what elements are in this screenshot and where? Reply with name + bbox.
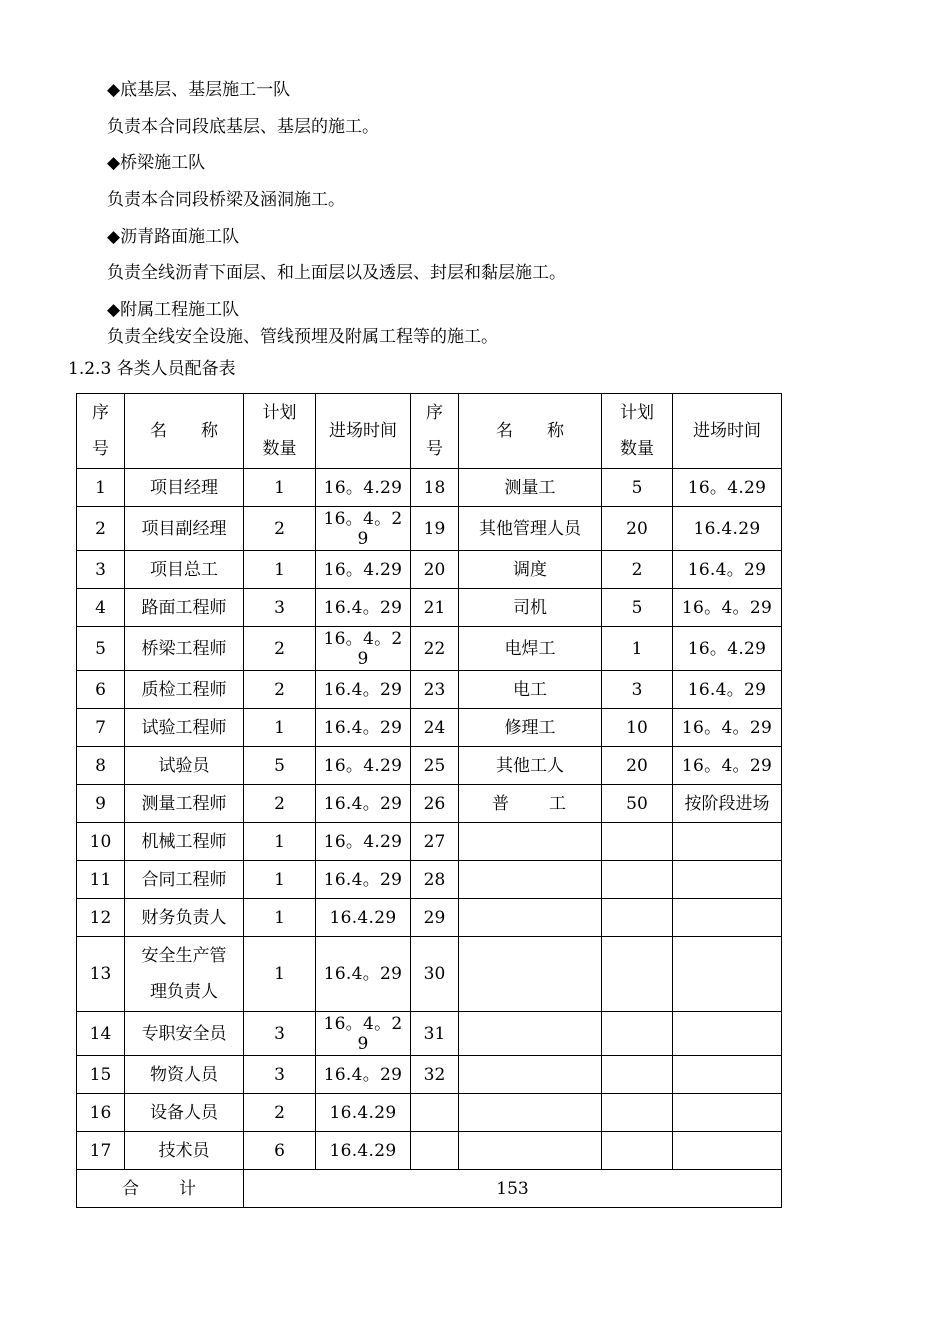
row-no: 31 bbox=[411, 1012, 459, 1056]
row-no: 7 bbox=[77, 709, 125, 747]
row-name: 物资人员 bbox=[125, 1056, 244, 1094]
row-qty: 3 bbox=[602, 671, 673, 709]
row-date: 16。4。29 bbox=[673, 589, 782, 627]
table-row bbox=[77, 823, 782, 861]
row-name: 质检工程师 bbox=[125, 671, 244, 709]
table-row bbox=[77, 785, 782, 823]
row-no: 6 bbox=[77, 671, 125, 709]
row-date: 16.4.29 bbox=[673, 507, 782, 551]
row-no: 24 bbox=[411, 709, 459, 747]
row-no: 22 bbox=[411, 627, 459, 671]
row-no: 32 bbox=[411, 1056, 459, 1094]
row-no: 5 bbox=[77, 627, 125, 671]
row-qty: 3 bbox=[244, 1056, 316, 1094]
row-qty bbox=[602, 1094, 673, 1132]
header-no: 序 号 bbox=[411, 394, 459, 469]
row-date bbox=[673, 1012, 782, 1056]
row-date: 16。4.29 bbox=[673, 469, 782, 507]
row-name: 机械工程师 bbox=[125, 823, 244, 861]
row-no bbox=[411, 1094, 459, 1132]
row-no: 2 bbox=[77, 507, 125, 551]
row-qty: 20 bbox=[602, 507, 673, 551]
row-date bbox=[673, 861, 782, 899]
row-qty: 6 bbox=[244, 1132, 316, 1170]
row-name: 修理工 bbox=[459, 709, 602, 747]
row-no: 18 bbox=[411, 469, 459, 507]
row-name: 调度 bbox=[459, 551, 602, 589]
row-date: 16.4。29 bbox=[316, 709, 411, 747]
row-name: 试验工程师 bbox=[125, 709, 244, 747]
table-row bbox=[77, 551, 782, 589]
row-date: 16。4.29 bbox=[673, 627, 782, 671]
row-name: 普 工 bbox=[459, 785, 602, 823]
row-qty: 2 bbox=[602, 551, 673, 589]
row-date: 16.4。29 bbox=[316, 937, 411, 1012]
row-qty: 1 bbox=[244, 937, 316, 1012]
row-qty: 20 bbox=[602, 747, 673, 785]
row-name: 项目经理 bbox=[125, 469, 244, 507]
row-name: 路面工程师 bbox=[125, 589, 244, 627]
team-heading-asphalt: ◆沥青路面施工队 bbox=[107, 227, 240, 247]
row-name: 技术员 bbox=[125, 1132, 244, 1170]
team-heading-ancillary: ◆附属工程施工队 bbox=[107, 300, 240, 320]
row-no: 16 bbox=[77, 1094, 125, 1132]
row-name: 合同工程师 bbox=[125, 861, 244, 899]
row-name bbox=[459, 1132, 602, 1170]
row-qty: 2 bbox=[244, 671, 316, 709]
team-heading-base: ◆底基层、基层施工一队 bbox=[107, 80, 291, 100]
table-row bbox=[77, 861, 782, 899]
row-name: 其他工人 bbox=[459, 747, 602, 785]
row-date: 16.4。29 bbox=[316, 785, 411, 823]
row-no: 14 bbox=[77, 1012, 125, 1056]
row-qty bbox=[602, 899, 673, 937]
row-date: 16.4。29 bbox=[316, 671, 411, 709]
row-date: 16。4.29 bbox=[316, 469, 411, 507]
table-body bbox=[77, 469, 782, 1170]
table-row bbox=[77, 469, 782, 507]
row-date: 16.4。29 bbox=[673, 671, 782, 709]
row-name: 项目副经理 bbox=[125, 507, 244, 551]
row-name: 财务负责人 bbox=[125, 899, 244, 937]
table-row bbox=[77, 1056, 782, 1094]
staffing-table bbox=[76, 393, 782, 1208]
row-qty: 2 bbox=[244, 507, 316, 551]
row-date: 16.4.29 bbox=[316, 1132, 411, 1170]
row-no: 26 bbox=[411, 785, 459, 823]
row-name bbox=[459, 937, 602, 1012]
header-date: 进场时间 bbox=[673, 394, 782, 469]
team-desc-base: 负责本合同段底基层、基层的施工。 bbox=[107, 117, 379, 137]
row-no: 10 bbox=[77, 823, 125, 861]
row-no: 9 bbox=[77, 785, 125, 823]
row-no: 28 bbox=[411, 861, 459, 899]
row-date: 16.4。29 bbox=[673, 551, 782, 589]
team-heading-bridge: ◆桥梁施工队 bbox=[107, 153, 206, 173]
row-name: 设备人员 bbox=[125, 1094, 244, 1132]
total-row bbox=[77, 1170, 782, 1208]
row-no: 4 bbox=[77, 589, 125, 627]
row-qty: 3 bbox=[244, 1012, 316, 1056]
row-no: 11 bbox=[77, 861, 125, 899]
row-no: 17 bbox=[77, 1132, 125, 1170]
row-name bbox=[459, 899, 602, 937]
row-date: 16.4。29 bbox=[316, 861, 411, 899]
section-title: 1.2.3 各类人员配备表 bbox=[68, 359, 236, 379]
team-desc-bridge: 负责本合同段桥梁及涵洞施工。 bbox=[107, 190, 345, 210]
row-qty bbox=[602, 861, 673, 899]
row-qty: 2 bbox=[244, 785, 316, 823]
header-name: 名 称 bbox=[459, 394, 602, 469]
row-qty: 5 bbox=[602, 589, 673, 627]
table-header-row bbox=[77, 394, 782, 469]
row-no: 27 bbox=[411, 823, 459, 861]
row-name: 专职安全员 bbox=[125, 1012, 244, 1056]
row-date: 16。4。29 bbox=[673, 747, 782, 785]
row-qty: 1 bbox=[244, 823, 316, 861]
team-desc-asphalt: 负责全线沥青下面层、和上面层以及透层、封层和黏层施工。 bbox=[107, 263, 566, 283]
row-date bbox=[673, 1056, 782, 1094]
table-row bbox=[77, 671, 782, 709]
row-no: 29 bbox=[411, 899, 459, 937]
table-row bbox=[77, 589, 782, 627]
row-name: 项目总工 bbox=[125, 551, 244, 589]
header-no: 序 号 bbox=[77, 394, 125, 469]
table-row bbox=[77, 507, 782, 551]
row-name bbox=[459, 861, 602, 899]
row-date: 16。4。2 9 bbox=[316, 507, 411, 551]
row-date: 16.4。29 bbox=[316, 589, 411, 627]
row-qty bbox=[602, 823, 673, 861]
table-row bbox=[77, 1132, 782, 1170]
total-label: 合 计 bbox=[77, 1170, 244, 1208]
row-no: 13 bbox=[77, 937, 125, 1012]
row-name: 测量工 bbox=[459, 469, 602, 507]
row-qty: 5 bbox=[602, 469, 673, 507]
row-name: 安全生产管 理负责人 bbox=[125, 937, 244, 1012]
row-qty: 1 bbox=[244, 551, 316, 589]
row-date: 按阶段进场 bbox=[673, 785, 782, 823]
row-qty bbox=[602, 937, 673, 1012]
table-row bbox=[77, 937, 782, 1012]
row-name: 测量工程师 bbox=[125, 785, 244, 823]
header-name: 名 称 bbox=[125, 394, 244, 469]
table-row bbox=[77, 1094, 782, 1132]
row-name: 试验员 bbox=[125, 747, 244, 785]
row-date: 16。4。2 9 bbox=[316, 627, 411, 671]
row-no: 12 bbox=[77, 899, 125, 937]
table-row bbox=[77, 747, 782, 785]
row-name: 司机 bbox=[459, 589, 602, 627]
table-row bbox=[77, 1012, 782, 1056]
row-date: 16.4.29 bbox=[316, 1094, 411, 1132]
row-name: 电工 bbox=[459, 671, 602, 709]
row-no: 19 bbox=[411, 507, 459, 551]
row-name bbox=[459, 1094, 602, 1132]
row-date: 16.4.29 bbox=[316, 899, 411, 937]
team-desc-ancillary: 负责全线安全设施、管线预埋及附属工程等的施工。 bbox=[107, 327, 498, 347]
row-qty: 1 bbox=[244, 709, 316, 747]
row-no: 1 bbox=[77, 469, 125, 507]
row-no: 21 bbox=[411, 589, 459, 627]
row-no: 8 bbox=[77, 747, 125, 785]
row-no: 3 bbox=[77, 551, 125, 589]
row-no bbox=[411, 1132, 459, 1170]
row-qty: 1 bbox=[244, 861, 316, 899]
header-qty: 计划 数量 bbox=[602, 394, 673, 469]
row-date: 16。4.29 bbox=[316, 551, 411, 589]
row-name bbox=[459, 1012, 602, 1056]
row-date bbox=[673, 937, 782, 1012]
row-qty: 2 bbox=[244, 1094, 316, 1132]
row-no: 30 bbox=[411, 937, 459, 1012]
row-qty bbox=[602, 1012, 673, 1056]
table-row bbox=[77, 899, 782, 937]
total-value: 153 bbox=[244, 1170, 782, 1208]
header-date: 进场时间 bbox=[316, 394, 411, 469]
table-row bbox=[77, 627, 782, 671]
row-name: 电焊工 bbox=[459, 627, 602, 671]
row-name bbox=[459, 1056, 602, 1094]
row-qty: 50 bbox=[602, 785, 673, 823]
row-qty: 1 bbox=[244, 469, 316, 507]
row-no: 20 bbox=[411, 551, 459, 589]
row-qty: 5 bbox=[244, 747, 316, 785]
row-name bbox=[459, 823, 602, 861]
row-name: 其他管理人员 bbox=[459, 507, 602, 551]
row-qty: 2 bbox=[244, 627, 316, 671]
row-qty bbox=[602, 1132, 673, 1170]
table-row bbox=[77, 709, 782, 747]
row-date: 16。4.29 bbox=[316, 823, 411, 861]
row-date bbox=[673, 1132, 782, 1170]
row-date: 16。4。2 9 bbox=[316, 1012, 411, 1056]
row-no: 23 bbox=[411, 671, 459, 709]
row-date bbox=[673, 823, 782, 861]
row-name: 桥梁工程师 bbox=[125, 627, 244, 671]
row-qty: 10 bbox=[602, 709, 673, 747]
row-date: 16。4.29 bbox=[316, 747, 411, 785]
row-no: 25 bbox=[411, 747, 459, 785]
header-qty: 计划 数量 bbox=[244, 394, 316, 469]
row-qty bbox=[602, 1056, 673, 1094]
row-qty: 1 bbox=[602, 627, 673, 671]
row-date: 16.4。29 bbox=[316, 1056, 411, 1094]
row-no: 15 bbox=[77, 1056, 125, 1094]
row-qty: 3 bbox=[244, 589, 316, 627]
row-date: 16。4。29 bbox=[673, 709, 782, 747]
row-date bbox=[673, 1094, 782, 1132]
row-date bbox=[673, 899, 782, 937]
row-qty: 1 bbox=[244, 899, 316, 937]
